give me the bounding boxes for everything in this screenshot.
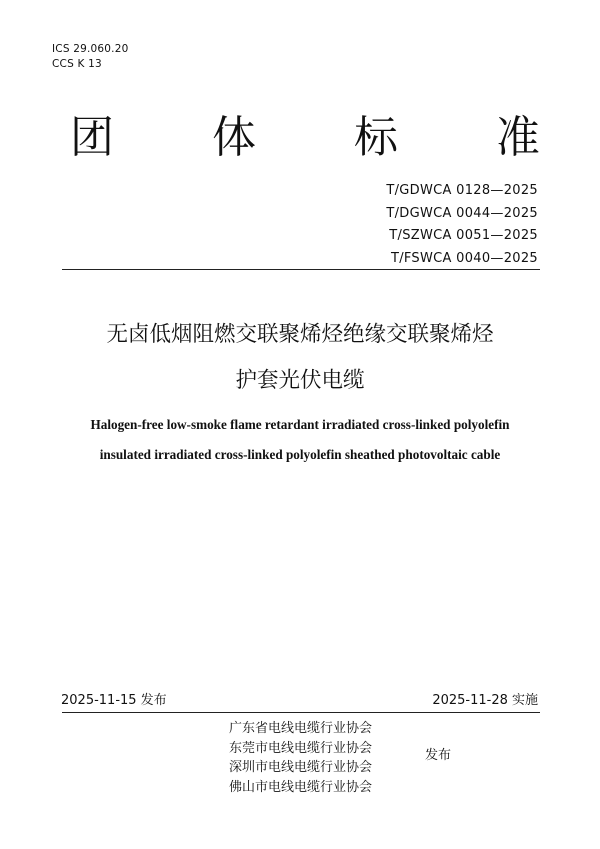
document-type-char: 标 [354, 112, 398, 163]
publisher-list [229, 719, 372, 797]
standard-number-list [386, 180, 538, 270]
header-divider [62, 269, 540, 270]
publisher-name: 东莞市电线电缆行业协会 [229, 740, 373, 756]
document-type-char: 团 [70, 112, 114, 163]
ics-code: ICS 29.060.20 [52, 43, 129, 55]
english-title-line-2: insulated irradiated cross-linked polyolefin sheathed photovoltaic cable [99, 447, 501, 462]
english-title-line-1: Halogen-free low-smoke flame retardant irradiated cross-linked polyolefin [90, 417, 510, 432]
standard-number: T/FSWCA 0040—2025 [390, 250, 538, 266]
chinese-title-line-2: 护套光伏电缆 [235, 368, 365, 393]
implementation-date: 2025-11-28 实施 [432, 693, 538, 708]
chinese-title-line-1: 无卤低烟阻燃交联聚烯烃绝缘交联聚烯烃 [106, 322, 494, 347]
publisher-name: 广东省电线电缆行业协会 [229, 721, 373, 736]
standard-number: T/GDWCA 0128—2025 [386, 183, 538, 198]
publisher-name: 深圳市电线电缆行业协会 [229, 760, 373, 775]
issue-date: 2025-11-15 发布 [61, 693, 167, 708]
document-type-char: 准 [496, 112, 540, 163]
standard-number: T/SZWCA 0051—2025 [389, 228, 538, 243]
ccs-code: CCS K 13 [52, 58, 102, 70]
publish-label: 发布 [425, 748, 452, 763]
footer-divider [62, 712, 540, 713]
publisher-name: 佛山市电线电缆行业协会 [229, 779, 373, 795]
standard-number: T/DGWCA 0044—2025 [386, 205, 538, 221]
document-type-char: 体 [212, 112, 256, 163]
